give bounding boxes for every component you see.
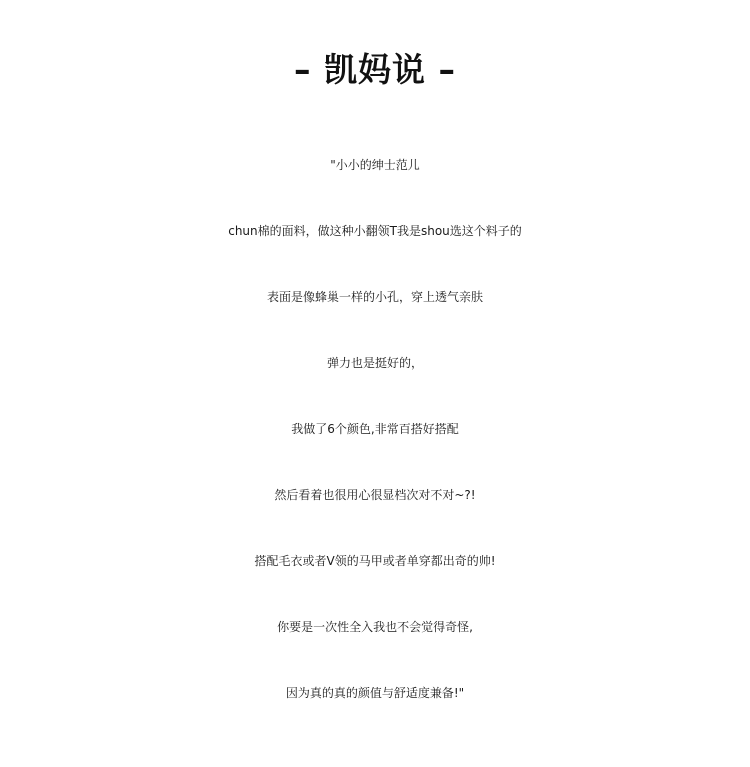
quote-line: 我做了6个颜色,非常百搭好搭配 [291, 422, 459, 436]
quote-line: 你要是一次性全入我也不会觉得奇怪, [277, 620, 473, 634]
quote-line: 然后看着也很用心很显档次对不对~?! [274, 488, 476, 502]
section-title: – 凯妈说 – [294, 50, 456, 89]
quote-line: chun棉的面料，做这种小翻领T我是shou选这个料子的 [228, 224, 522, 238]
quote-line: 因为真的真的颜值与舒适度兼备!" [285, 686, 465, 700]
quote-line: "小小的绅士范儿 [330, 158, 420, 172]
quote-line: 弹力也是挺好的， [326, 356, 423, 370]
quote-line: 搭配毛衣或者V领的马甲或者单穿都出奇的帅! [254, 554, 496, 568]
quote-text [0, 132, 750, 726]
quote-line: 表面是像蜂巢一样的小孔，穿上透气亲肤 [266, 290, 483, 304]
